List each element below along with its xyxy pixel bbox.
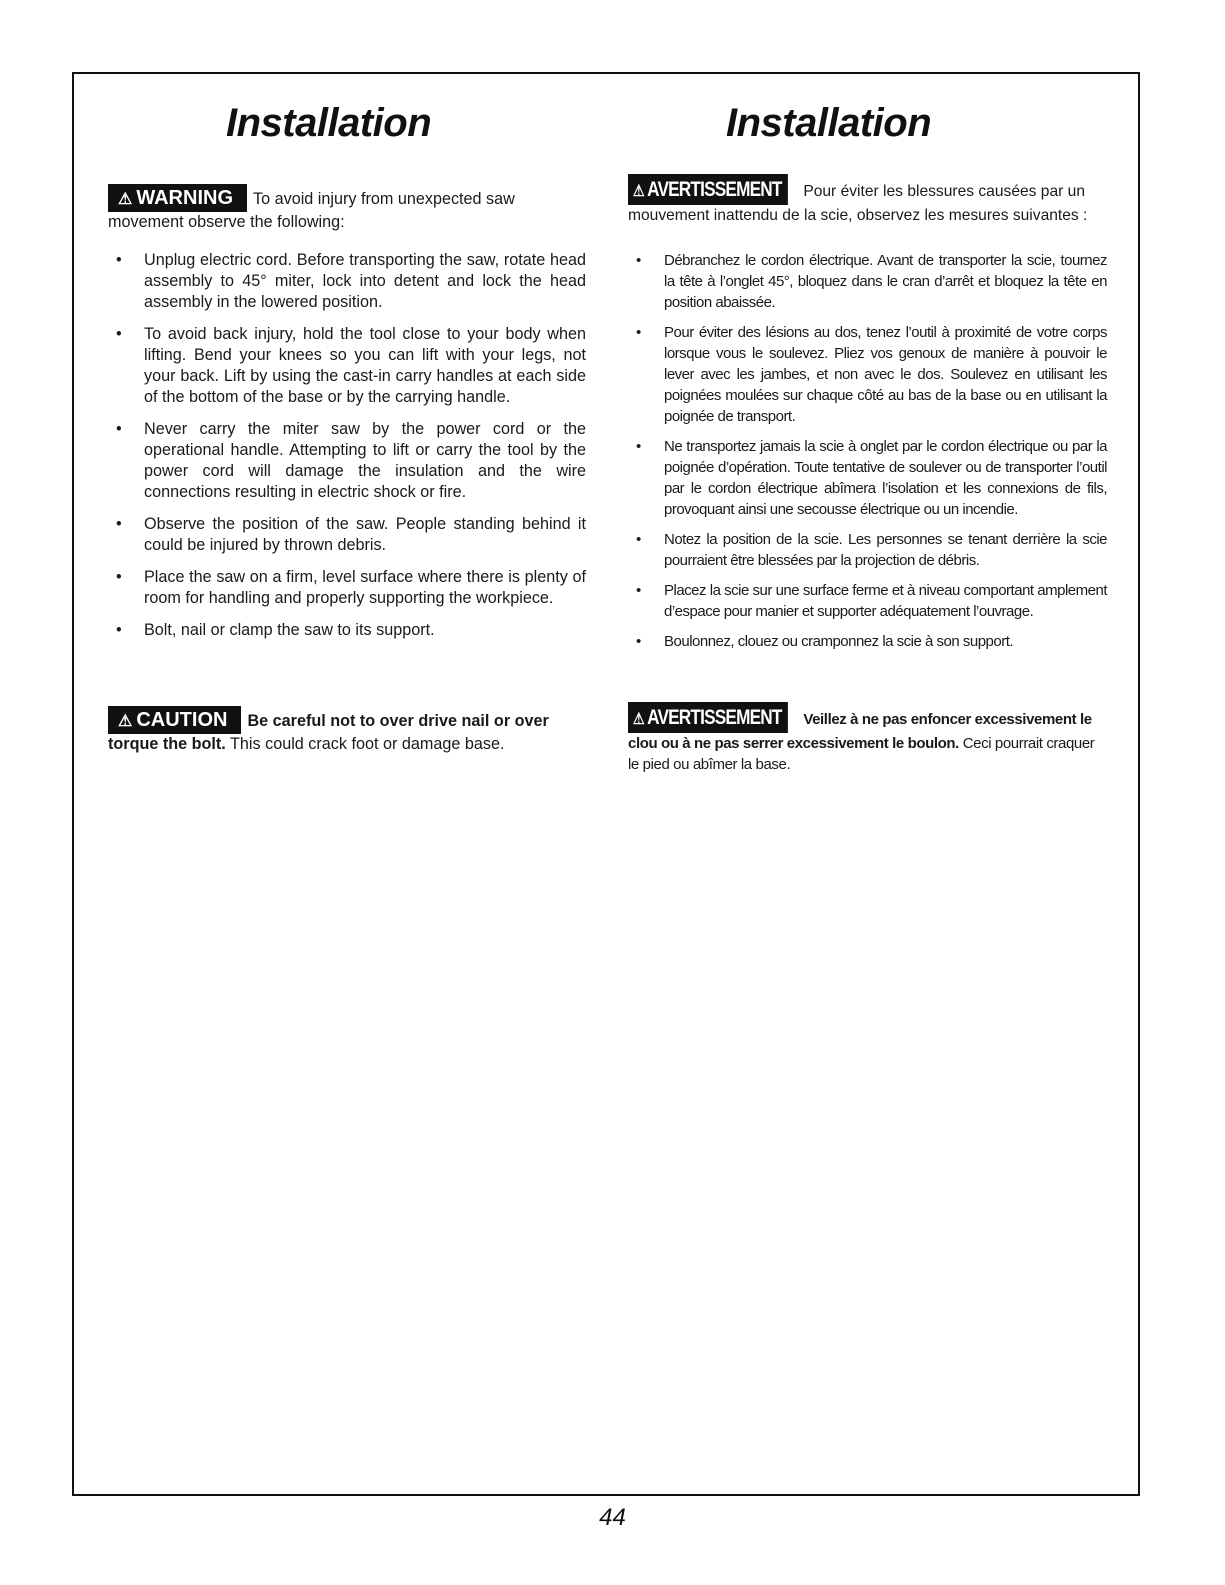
list-item [628, 436, 1107, 520]
bullet-text: Never carry the miter saw by the power cord or the operational handle. Attempting to lift or carry the tool by the power cord will damage the insulation and the wire connections resulting in electric shock or fire. [144, 420, 586, 501]
bullet-icon: • [636, 633, 641, 650]
warning-triangle-icon: ⚠ [632, 183, 644, 200]
english-warning [108, 184, 586, 233]
caution-label: CAUTION [136, 709, 228, 731]
bullet-text: To avoid back injury, hold the tool close to your body when lifting. Bend your knees so you can lift with your legs, not your back. Lift by using the cast-in carry handles at each side of the bottom of the base or by the carrying handle. [144, 325, 586, 406]
list-item [108, 567, 586, 609]
bullet-text: Observe the position of the saw. People standing behind it could be injured by thrown debris. [144, 515, 586, 554]
bullet-text: Notez la position de la scie. Les personnes se tenant derrière la scie pourraient être blessées par la projection de débris. [664, 531, 1107, 569]
french-bullet-list [628, 250, 1107, 661]
bullet-icon: • [116, 420, 122, 438]
bullet-text: Débranchez le cordon électrique. Avant de transporter la scie, tournez la tête à l’onglet 45°, bloquez dans le cran d’arrêt et bloquez la tête en position abaissée. [664, 252, 1107, 311]
caution-bold-text: Be careful not to over drive nail or over torque the bolt. [108, 712, 549, 753]
list-item [628, 580, 1107, 622]
list-item [628, 322, 1107, 427]
warning-triangle-icon: ⚠ [118, 713, 133, 730]
list-item [108, 620, 586, 641]
list-item [108, 250, 586, 313]
page-number: 44 [599, 1504, 626, 1531]
french-caution [628, 702, 1107, 775]
bullet-text: Unplug electric cord. Before transporting the saw, rotate head assembly to 45° miter, lock into detent and lock the head assembly in the lowered position. [144, 251, 586, 311]
bullet-icon: • [116, 568, 122, 586]
caution-badge [108, 706, 241, 734]
warning-badge [108, 184, 247, 212]
bullet-icon: • [116, 621, 122, 639]
warning-triangle-icon: ⚠ [118, 191, 133, 208]
bullet-icon: • [636, 582, 641, 599]
french-title: Installation [726, 101, 932, 145]
page-frame [72, 72, 1140, 1496]
caution-text: This could crack foot or damage base. [230, 735, 505, 753]
caution-bold-text: Veillez à ne pas enfoncer excessivement le clou ou à ne pas serrer excessivement le boulon. [628, 711, 1092, 752]
bullet-text: Placez la scie sur une surface ferme et à niveau comportant amplement d’espace pour manier et supporter adéquatement l’ouvrage. [664, 582, 1107, 620]
warning-triangle-icon: ⚠ [632, 711, 644, 728]
avertissement-badge [628, 702, 788, 733]
bullet-text: Boulonnez, clouez ou cramponnez la scie à son support. [664, 633, 1014, 650]
warning-text: Pour éviter les blessures causées par un mouvement inattendu de la scie, observez les mesures suivantes : [628, 183, 1088, 224]
avertissement-label: AVERTISSEMENT [647, 178, 782, 201]
bullet-text: Bolt, nail or clamp the saw to its support. [144, 621, 435, 639]
avertissement-label: AVERTISSEMENT [647, 706, 782, 729]
warning-text: To avoid injury from unexpected saw movement observe the following: [108, 190, 515, 231]
list-item [108, 514, 586, 556]
list-item [628, 631, 1107, 652]
list-item [628, 529, 1107, 571]
french-warning [628, 174, 1107, 226]
bullet-text: Pour éviter des lésions au dos, tenez l’outil à proximité de votre corps lorsque vous le soulevez. Pliez vos genoux de manière à pouvoir le lever avec les jambes, et non avec le dos. Soulevez en utilisant les poignées moulées sur chaque côté au bas de la base ou en utilisant la poignée de transport. [664, 324, 1107, 425]
warning-label: WARNING [136, 187, 234, 209]
bullet-icon: • [116, 515, 122, 533]
english-caution [108, 706, 586, 755]
bullet-icon: • [636, 531, 641, 548]
bullet-icon: • [636, 438, 641, 455]
bullet-icon: • [116, 325, 122, 343]
bullet-text: Ne transportez jamais la scie à onglet par le cordon électrique ou par la poignée d’opération. Toute tentative de soulever ou de transporter l’outil par le cordon électrique abîmera l’isolation et les connexions de fils, provoquant ainsi une secousse électrique ou un incendie. [664, 438, 1107, 518]
list-item [108, 324, 586, 408]
caution-text: Ceci pourrait craquer le pied ou abîmer la base. [628, 735, 1095, 773]
avertissement-badge [628, 174, 788, 205]
bullet-icon: • [636, 252, 641, 269]
bullet-text: Place the saw on a firm, level surface where there is plenty of room for handling and properly supporting the workpiece. [144, 568, 586, 607]
list-item [628, 250, 1107, 313]
english-bullet-list [108, 250, 586, 652]
bullet-icon: • [636, 324, 641, 341]
english-title: Installation [226, 101, 432, 145]
list-item [108, 419, 586, 503]
bullet-icon: • [116, 251, 122, 269]
